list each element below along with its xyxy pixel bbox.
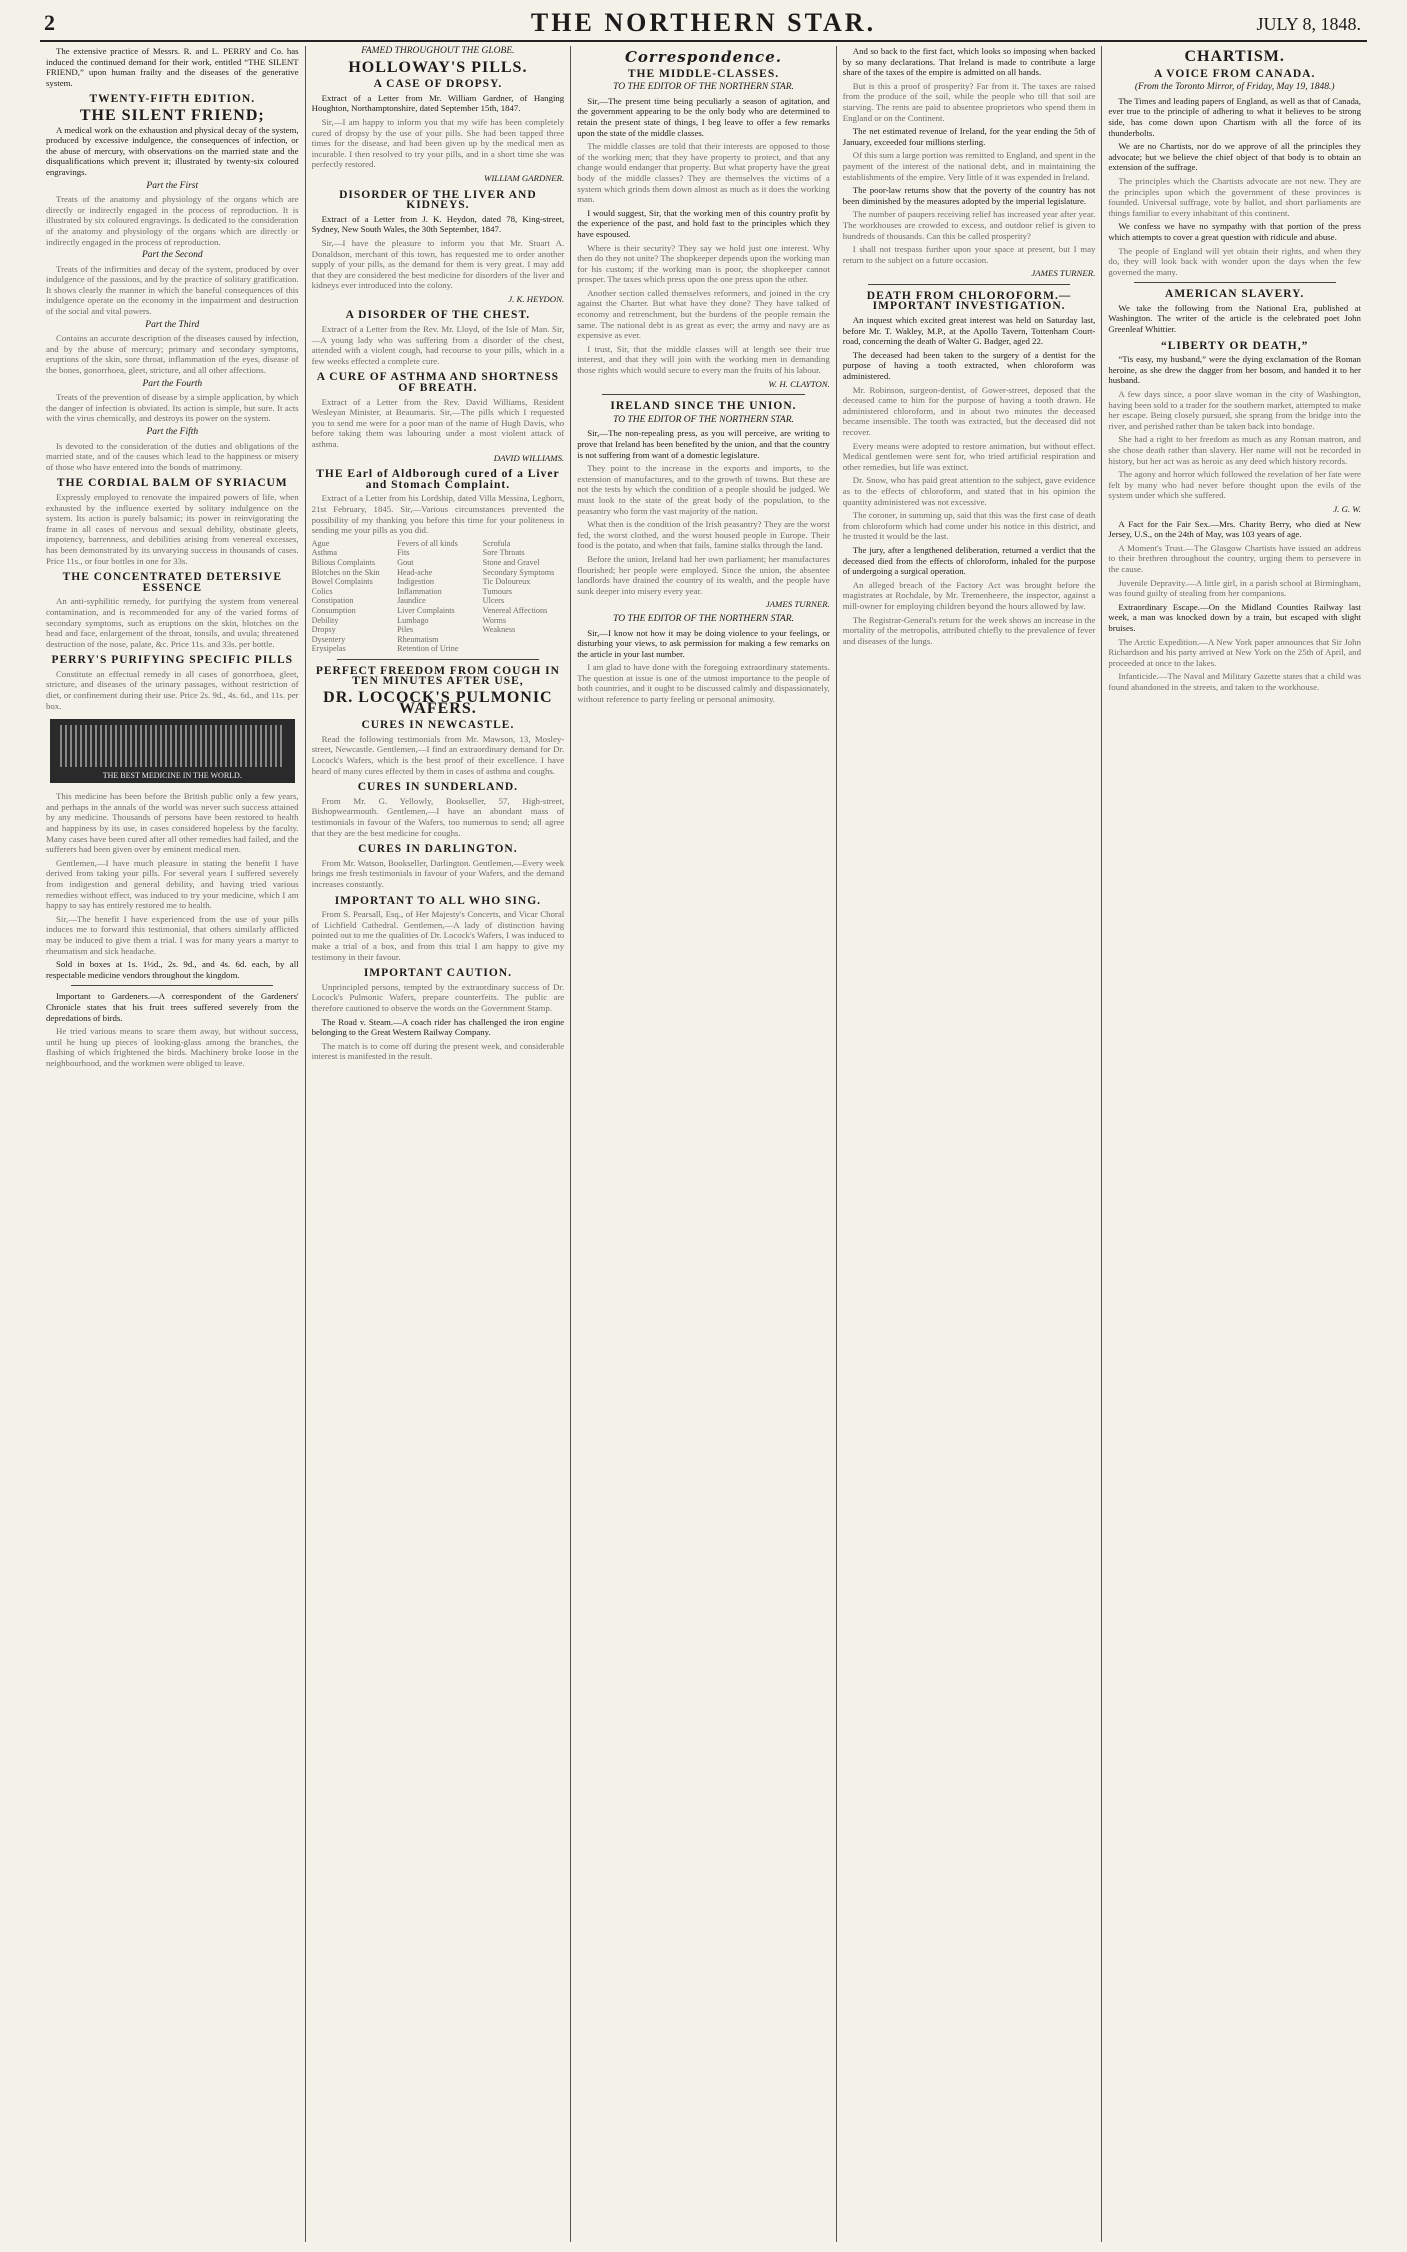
chloroform-filler-4: The coroner, in summing up, said that this was the first case of death from chloroform which had come under his notice in this district, and he trusted it would be the last.: [842, 510, 1096, 542]
ailments-list: Ague Asthma Bilious Complaints Blotches on the Skin Bowel Complaints Colics Constipation Consumption Debility Dropsy Dysentery Erysipelas Fevers of all kinds Fits Gout Head-ache Indigestion Inflammation Jaundice Liver Complaints Lumbago Piles Rheumatism Retention of Urine Scrofula Sore Throats Stone and Gravel Secondary Symptoms Tic Doloureux Tumours Ulcers Venereal Affections Worms Weakness: [311, 538, 555, 654]
escape-paragraph: Extraordinary Escape.—On the Midland Counties Railway last week, a man was knocked down by a train, but escaped with slight bruises.: [1108, 601, 1361, 633]
chloroform-filler-5: An alleged breach of the Factory Act was brought before the magistrates at Rochdale, by Mr. Tremenheere, the inspector, against a mill-owner for employing children beyond the hours allowed by law.: [842, 579, 1096, 611]
canada-filler-1: The principles which the Chartists advocate are not new. They are the principles upon which the government of these provinces is founded. Universal suffrage, vote by ballot, and short parliaments are things familiar to every inhabitant of this continent.: [1108, 175, 1361, 218]
dropsy-letter: Sir,—I am happy to inform you that my wife has been completely cured of dropsy by the use of your pills. She had been tapped three times for the disease, and had been given up by the medical men as incurable. I then resolved to try your pills, and in a short time she was perfectly restored.: [311, 116, 565, 170]
liberty-p1: “Tis easy, my husband,” were the dying exclamation of the Roman heroine, as she drew the dagger from her bosom, and handed it to her husband.: [1108, 354, 1361, 386]
column-3: [571, 46, 837, 2242]
column-4: [837, 46, 1103, 2242]
middle-classes-heading: THE MIDDLE-CLASSES.: [627, 67, 780, 80]
middle-classes-filler-1: The middle classes are told that their interests are opposed to those of the working men; that they have property to protect, and that any change would endanger that property. But what property have the great body of the middle classes? They are themselves the victims of a system which grinds them down almost as much as it does the working man.: [577, 141, 830, 205]
part-second-heading: Part the Second: [141, 250, 203, 261]
column-rule: [71, 985, 273, 986]
column-rule-3: [602, 394, 804, 395]
column-rule-2: [337, 659, 539, 660]
dropsy-extract: Extract of a Letter from Mr. William Gardner, of Hanging Houghton, Northamptonshire, dated September 15th, 1847.: [311, 92, 565, 114]
ireland-signature: JAMES TURNER.: [765, 599, 830, 610]
letter-three-p1: Sir,—I know not how it may be doing violence to your feelings, or disturbing your views, to ask permission for making a few remarks on the article in your last number.: [577, 627, 830, 659]
silent-friend-title: THE SILENT FRIEND;: [79, 106, 265, 124]
ireland-filler-2: What then is the condition of the Irish peasantry? They are the worst fed, the worst clothed, and the worst housed people in Europe. Their food is the potato, and when that fails, famine stalks through the land.: [577, 519, 830, 551]
singers-heading: IMPORTANT TO ALL WHO SING.: [334, 894, 542, 907]
part-third-heading: Part the Third: [145, 319, 200, 330]
ireland-continued-p2: The net estimated revenue of Ireland, for the year ending the 5th of January, exceeded four millions sterling.: [842, 126, 1096, 147]
middle-classes-filler-4: I trust, Sir, that the middle classes will at length see their true interest, and that they will join with the working men in demanding those rights which would secure to every man the fruits of his labour.: [577, 343, 830, 376]
gardeners-paragraph: Important to Gardeners.—A correspondent of the Gardeners' Chronicle states that his fruit trees suffered severely from the depredations of birds.: [46, 991, 299, 1023]
chest-heading: A DISORDER OF THE CHEST.: [345, 309, 531, 322]
chloroform-heading: DEATH FROM CHLOROFORM.—IMPORTANT INVESTIGATION.: [866, 289, 1072, 313]
masthead: THE NORTHERN STAR.: [530, 8, 877, 37]
misc-filler-3: The Arctic Expedition.—A New York paper announces that Sir John Richardson and his party arrived at New York on the 25th of April, and proceeded at once to the lakes.: [1108, 636, 1361, 668]
liver-signature: J. K. HEYDON.: [508, 293, 565, 304]
misc-filler-1: A Moment's Trust.—The Glasgow Chartists have issued an address to their brethren throughout the country, urging them to persevere in the cause.: [1108, 542, 1361, 574]
slavery-p1: We take the following from the National Era, published at Washington. The writer of the article is the celebrated poet John Greenleaf Whittier.: [1108, 302, 1361, 335]
liberty-heading: “LIBERTY OR DEATH,”: [1160, 339, 1309, 352]
perfect-freedom-heading: PERFECT FREEDOM FROM COUGH IN TEN MINUTES AFTER USE,: [315, 664, 560, 688]
asthma-letter: Extract of a Letter from the Rev. David Williams, Resident Wesleyan Minister, at Beaumaris. Sir,—The pills which I requested you to send me were for a poor man of the name of Hugh Davis, who before taking them was labouring under a most violent attack of asthma.: [311, 396, 565, 449]
singers-text: From S. Pearsall, Esq., of Her Majesty's Concerts, and Vicar Choral of Lichfield Cathedral. Gentlemen,—A lady of distinction having pointed out to me the qualities of Dr. Locock's Wafers, I was induced to make a trial of a box, and from this trial I am happy to give my testimony in their favour.: [311, 909, 565, 962]
issue-date: JULY 8, 1848.: [1256, 14, 1361, 34]
dropsy-signature: WILLIAM GARDNER.: [484, 172, 565, 183]
best-medicine-text: This medicine has been before the British public only a few years, and perhaps in the annals of the world was never such success attained by any medicine. Thousands of persons have been restored to health and happiness by its use, in cases considered hopeless by the faculty. Many cases have been cured after all other remedies had failed, and the sufferers had been given over by eminent medical men.: [46, 791, 299, 855]
newspaper-header: [40, 6, 1367, 42]
middle-classes-filler-2: Where is their security? They say we hold just one interest. Why then do they not unite? The shopkeeper depends upon the working man for his custom; if the working man is poor, the shopkeeper cannot prosper. The taxes which press upon the one press upon the other.: [577, 242, 830, 285]
sold-by-text: Sold in boxes at 1s. 1½d., 2s. 9d., and 4s. 6d. each, by all respectable medicine vendors throughout the kingdom.: [46, 959, 299, 980]
chloroform-filler-6: The Registrar-General's return for the week shows an increase in the mortality of the metropolis, attributed chiefly to the prevalence of fever and diseases of the lungs.: [842, 614, 1096, 646]
misc-filler-2: Juvenile Depravity.—A little girl, in a parish school at Birmingham, was found guilty of stealing from her companions.: [1108, 577, 1361, 599]
silent-friend-description: A medical work on the exhaustion and physical decay of the system, produced by excessive indulgence, the consequences of infection, or the abuse of mercury, with observations on the married state and the disqualifications which prevent it; illustrated by twenty-six coloured engravings.: [46, 124, 299, 177]
part-fifth-heading: Part the Fifth: [146, 427, 199, 437]
correspondence-heading: Correspondence.: [624, 48, 782, 66]
ireland-continued-p3: The poor-law returns show that the poverty of the country has not been diminished by the measures adopted by the imperial legislature.: [842, 185, 1096, 206]
ireland-heading: IRELAND SINCE THE UNION.: [610, 400, 797, 413]
ireland-continued-p1: And so back to the first fact, which looks so imposing when backed by so many declarations. That Ireland is made to contribute a large share of the taxes of the empire is admitted on all hands.: [842, 46, 1096, 78]
ad-caption: THE BEST MEDICINE IN THE WORLD.: [102, 770, 242, 780]
ireland-filler-3: Before the union, Ireland had her own parliament; her manufactures flourished; her people were employed. Since the union, the absentee landlords have drained the country of its wealth, and the people have sunk deeper into misery every year.: [577, 553, 830, 596]
darlington-heading: CURES IN DARLINGTON.: [358, 843, 518, 856]
to-editor-3: TO THE EDITOR OF THE NORTHERN STAR.: [613, 613, 794, 624]
part-fourth-text: Treats of the prevention of disease by a simple application, by which the danger of infection is obviated. Its action is simple, but sure. It acts with the virus chemically, and destroys its power on the system.: [46, 392, 299, 424]
middle-classes-filler-3: Another section called themselves reformers, and joined in the cry against the Charter. But what have they done? They have talked of economy and retrenchment, but the burdens of the people remain the same. The national debt is as great as ever; the army and navy are as expensive as ever.: [577, 287, 830, 341]
part-first-heading: Part the First: [146, 180, 199, 191]
earl-letter: Extract of a Letter from his Lordship, dated Villa Messina, Leghorn, 21st February, 1845. Sir,—Various circumstances prevented the possibility of my thanking you before this time for your politeness in sending me your pills as you did.: [311, 493, 565, 536]
gardeners-filler: He tried various means to scare them away, but without success, until he hung up pieces of looking-glass among the branches, the flashing of which frightened the birds. Machinery broke loose in the neighbourhood, and the workmen were obliged to leave.: [46, 1026, 299, 1068]
ireland-continued-filler-3: The number of paupers receiving relief has increased year after year. The workhouses are crowded to excess, and outdoor relief is given to hundreds of thousands. Can this be called prosperity?: [842, 209, 1096, 241]
middle-classes-p2: I would suggest, Sir, that the working men of this country profit by the experience of the past, and hold fast to the principles which they have espoused.: [577, 207, 830, 239]
holloway-title: HOLLOWAY'S PILLS.: [348, 58, 528, 76]
canada-heading: A VOICE FROM CANADA.: [1153, 67, 1316, 80]
misc-filler-4: Infanticide.—The Naval and Military Gazette states that a child was found abandoned in the streets, and taken to the workhouse.: [1108, 671, 1361, 692]
canada-source: (From the Toronto Mirror, of Friday, May 19, 1848.): [1134, 82, 1335, 93]
liver-heading: DISORDER OF THE LIVER AND KIDNEYS.: [339, 188, 537, 212]
detersive-essence-heading: THE CONCENTRATED DETERSIVE ESSENCE: [62, 571, 282, 594]
canada-p1: The Times and leading papers of England, as well as that of Canada, ever true to the principle of adhering to what it believes to be strong side, has come down upon Chartism with all the force of its thunderbolts.: [1108, 95, 1361, 138]
page-number: 2: [44, 10, 55, 35]
purifying-pills-heading: PERRY'S PURIFYING SPECIFIC PILLS: [51, 654, 294, 667]
dropsy-heading: A CASE OF DROPSY.: [373, 78, 503, 91]
ireland-filler-1: They point to the increase in the exports and imports, to the extension of manufactures, and to the growth of towns. But these are not the tests by which the condition of a people should be judged. We must look to the state of the great body of the population, to the peasantry who form the vast majority of the nation.: [577, 463, 830, 516]
fair-sex-paragraph: A Fact for the Fair Sex.—Mrs. Charity Berry, who died at New Jersey, U.S., on the 24th of May, was 103 years of age.: [1108, 518, 1361, 540]
chloroform-verdict: The jury, after a lengthened deliberation, returned a verdict that the deceased died from the effects of chloroform, inhaled for the purpose of undergoing a surgical operation.: [842, 544, 1096, 577]
liberty-filler-3: The agony and horror which followed the revelation of her fate were felt by many who had never before thought upon the evils of the system under which she suffered.: [1108, 469, 1361, 501]
ireland-continued-signature: JAMES TURNER.: [1031, 268, 1096, 279]
newcastle-heading: CURES IN NEWCASTLE.: [361, 719, 515, 732]
letter-three-filler: I am glad to have done with the foregoing extraordinary statements. The question at issue is one of the utmost importance to the people of both countries, and it ought to be discussed calmly and dispassionately, without reference to party feeling or personal animosity.: [577, 662, 830, 705]
ireland-p1: Sir,—The non-repealing press, as you will perceive, are writing to prove that Ireland has been benefited by the union, and that the country is not suffering from want of a domestic legislature.: [577, 428, 830, 460]
ireland-continued-filler-2: Of this sum a large portion was remitted to England, and spent in the payment of the interest of the national debt, and in maintaining the establishments of the empire. Very little of it was expended in Ireland.: [842, 150, 1096, 182]
road-steam-filler: The match is to come off during the present week, and considerable interest is manifested in the result.: [311, 1040, 565, 1062]
ireland-continued-filler-4: I shall not trespass further upon your space at present, but I may return to the subject on a future occasion.: [842, 244, 1096, 265]
testimonial-text-2: Sir,—The benefit I have experienced from the use of your pills induces me to forward this testimonial, that others similarly afflicted may be induced to give them a trial. I was for many years a martyr to rheumatism and sick headache.: [46, 913, 299, 956]
cordial-balm-heading: THE CORDIAL BALM OF SYRIACUM: [56, 477, 288, 490]
chloroform-p2: The deceased had been taken to the surgery of a dentist for the purpose of having a tooth extracted, when chloroform was administered.: [842, 349, 1096, 382]
asthma-heading: A CURE OF ASTHMA AND SHORTNESS OF BREATH.: [316, 371, 560, 395]
chloroform-filler-2: Every means were adopted to restore animation, but without effect. Medical gentlemen were sent for, who tried artificial respiration and other remedies, but life was extinct.: [842, 440, 1096, 472]
cordial-balm-text: Expressly employed to renovate the impaired powers of life, when exhausted by the influence exerted by solitary indulgence on the system. Its action is purely balsamic; its power in reinvigorating the frame in all cases of nervous and sexual debility, obstinate gleets, impotency, barrenness, and debilities arising from venereal excesses, has been demonstrated by its unvarying success in thousands of cases. Price 11s., or four bottles in one for 33s.: [46, 491, 299, 566]
chartism-heading: CHARTISM.: [1184, 48, 1285, 65]
testimonial-text: Gentlemen,—I have much pleasure in stating the benefit I have derived from taking your pills. For several years I suffered severely from indigestion and general debility, and having tried various remedies without effect, was induced to try your medicine, which I am happy to say has entirely restored me to health.: [46, 857, 299, 911]
silent-friend-intro: The extensive practice of Messrs. R. and L. PERRY and Co. has induced the continued demand for their work, entitled “THE SILENT FRIEND,” upon human frailty and the diseases of the generative system.: [46, 46, 299, 88]
darlington-text: From Mr. Watson, Bookseller, Darlington. Gentlemen,—Every week brings me fresh testimonials in favour of your Wafers, and the demand increases constantly.: [311, 857, 565, 889]
liver-extract: Extract of a Letter from J. K. Heydon, dated 78, King-street, Sydney, New South Wales, the 30th September, 1847.: [311, 213, 565, 235]
asthma-signature: DAVID WILLIAMS.: [493, 452, 565, 463]
part-second-text: Treats of the infirmities and decay of the system, produced by over indulgence of the passions, and by the practice of solitary gratification. It shows clearly the manner in which the baneful consequences of this indulgence operate on the economy in the impairment and destruction of the social and vital powers.: [46, 263, 299, 317]
chest-letter: Extract of a Letter from the Rev. Mr. Lloyd, of the Isle of Man. Sir,—A young lady who was suffering from a disorder of the chest, attended with a violent cough, had recourse to your pills, which in a few weeks effected a complete cure.: [311, 324, 565, 366]
liberty-filler-2: She had a right to her freedom as much as any Roman matron, and she chose death rather than slavery. Her name will not be recorded in history, but her act was as heroic as any deed which history records.: [1108, 434, 1361, 466]
chloroform-filler-3: Dr. Snow, who has paid great attention to the subject, gave evidence as to the effects of chloroform, and stated that in his opinion the quantity administered was not excessive.: [842, 475, 1096, 507]
canada-p3: We confess we have no sympathy with that portion of the press which attempts to cover a great question with ridicule and abuse.: [1108, 221, 1361, 242]
canada-p2: We are no Chartists, nor do we approve of all the principles they advocate; but we believe the chief object of that body is to obtain an extension of the suffrage.: [1108, 141, 1361, 173]
column-1: [40, 46, 306, 2242]
sunderland-text: From Mr. G. Yellowly, Bookseller, 57, High-street, Bishopwearmouth. Gentlemen,—I have an abundant mass of testimonials in favour of the Wafers, too numerous to send; all agree that they are the best medicine for coughs.: [311, 795, 565, 838]
newcastle-text: Read the following testimonials from Mr. Mawson, 13, Mosley-street, Newcastle. Gentlemen,—I find an extraordinary demand for Dr. Locock's Wafers, which is the best proof of their excellence. I have heard of many cures effected by them in cases of asthma and coughs.: [311, 733, 565, 776]
liberty-filler-1: A few days since, a poor slave woman in the city of Washington, having been sold to a trader for the southern market, attempted to make her escape. Being closely pursued, she sprang from the bridge into the river, and perished rather than be taken back into bondage.: [1108, 389, 1361, 431]
medicine-advertisement-image: [50, 719, 295, 783]
page-columns: [40, 46, 1367, 2242]
purifying-pills-text: Constitute an effectual remedy in all cases of gonorrhoea, gleet, stricture, and diseases of the urinary passages, without restriction of diet, or confinement during their use. Price 2s. 9d., 4s. 6d., and 11s. per box.: [46, 668, 299, 711]
slavery-heading: AMERICAN SLAVERY.: [1165, 288, 1305, 301]
sunderland-heading: CURES IN SUNDERLAND.: [357, 781, 519, 794]
part-first-text: Treats of the anatomy and physiology of the organs which are directly or indirectly engaged in the process of reproduction. It is illustrated by six coloured engravings. Is dedicated to the consideration of the anatomy and physiology of the organs which are directly or indirectly engaged in the process of reproduction.: [46, 194, 299, 247]
middle-classes-signature: W. H. CLAYTON.: [768, 378, 830, 389]
part-fourth-heading: Part the Fourth: [142, 378, 203, 389]
middle-classes-p1: Sir,—The present time being peculiarly a season of agitation, and the government appearing to be the only body who are determined to retain the present state of things, I beg leave to offer a few remarks upon the state of the middle classes.: [577, 95, 830, 138]
canada-filler-2: The people of England will yet obtain their rights, and when they do, they will look back with wonder upon the days when the few governed the many.: [1108, 245, 1361, 277]
column-5: [1102, 46, 1367, 2242]
road-steam-paragraph: The Road v. Steam.—A coach rider has challenged the iron engine belonging to the Great Western Railway Company.: [311, 1016, 565, 1038]
part-third-text: Contains an accurate description of the diseases caused by infection, and by the abuse of mercury; primary and secondary symptoms, eruptions of the skin, sore throat, inflammation of the eyes, disease of the bones, gonorrhoea, gleet, stricture, and all other affections.: [46, 333, 299, 376]
earl-heading: THE Earl of Aldborough cured of a Liver and Stomach Complaint.: [316, 468, 560, 491]
caution-heading: IMPORTANT CAUTION.: [363, 967, 512, 980]
ireland-continued-filler-1: But is this a proof of prosperity? Far from it. The taxes are raised from the produce of the soil, while the people who till that soil are starving. The rents are paid to absentee proprietors who spend them in England or on the Continent.: [842, 80, 1096, 123]
column-rule-5: [1134, 282, 1336, 283]
chloroform-filler-1: Mr. Robinson, surgeon-dentist, of Gower-street, deposed that the deceased came to him for the purpose of having a tooth drawn. He administered chloroform, and in about two minutes the deceased became insensible. The tooth was extracted, but the deceased did not recover.: [842, 384, 1096, 437]
column-2: [306, 46, 572, 2242]
locock-heading: DR. LOCOCK'S PULMONIC WAFERS.: [323, 689, 553, 717]
column-rule-4: [868, 284, 1070, 285]
caution-text: Unprincipled persons, tempted by the extraordinary success of Dr. Locock's Pulmonic Wafers, prepare counterfeits. The public are therefore cautioned to observe the words on the Government Stamp.: [311, 981, 565, 1013]
part-fifth-text: Is devoted to the consideration of the duties and obligations of the married state, and of the causes which lead to the happiness or misery of those who have entered into the bonds of matrimony.: [46, 440, 299, 472]
detersive-essence-text: An anti-syphilitic remedy, for purifying the system from venereal contamination, and is recommended for any of the varied forms of secondary symptoms, such as eruptions on the skin, blotches on the head and face, enlargement of the throat, tonsils, and uvula; threatened destruction of the nose, palate, &c. Price 11s. and 33s. per bottle.: [46, 596, 299, 649]
liver-letter: Sir,—I have the pleasure to inform you that Mr. Stuart A. Donaldson, merchant of this town, has requested me to order another supply of your pills, as the demand for them is very great. I may add that they are considered the best medicine for disorders of the liver and kidneys ever introduced into the colony.: [311, 237, 565, 291]
chloroform-p1: An inquest which excited great interest was held on Saturday last, before Mr. T. Wakley, M.P., at the Apollo Tavern, Tottenham Court-road, concerning the death of Walter G. Badger, aged 22.: [842, 315, 1096, 347]
to-editor-2: TO THE EDITOR OF THE NORTHERN STAR.: [613, 414, 794, 425]
edition-heading: TWENTY-FIFTH EDITION.: [89, 93, 256, 106]
to-editor-1: TO THE EDITOR OF THE NORTHERN STAR.: [613, 82, 794, 93]
holloway-kicker: FAMED THROUGHOUT THE GLOBE.: [361, 46, 515, 56]
liberty-signature: J. G. W.: [1333, 503, 1361, 514]
